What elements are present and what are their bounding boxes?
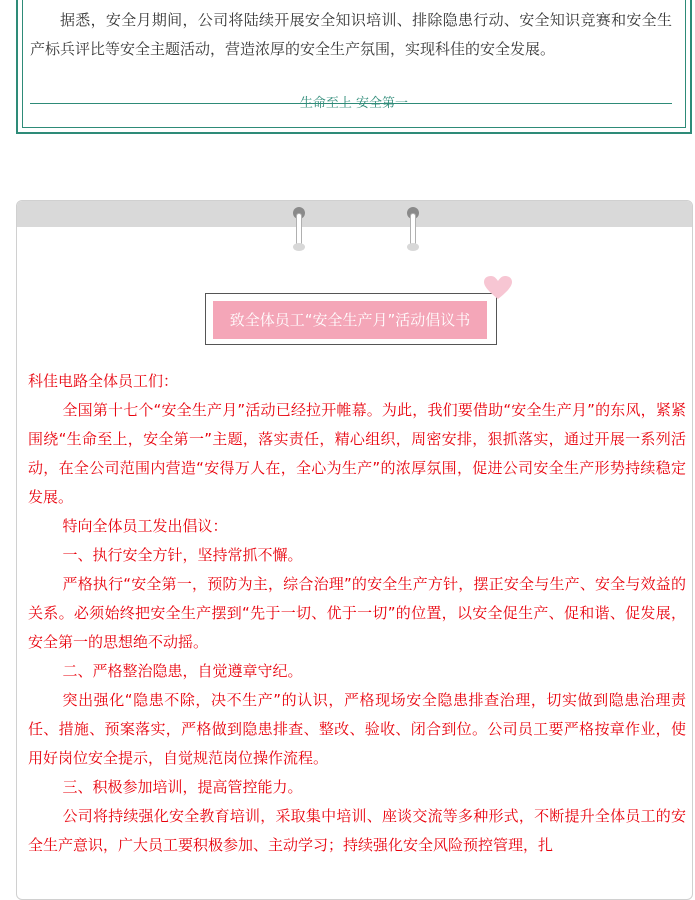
binder-ring-icon [407,207,419,249]
paragraph: 严格执行“安全第一，预防为主，综合治理”的安全生产方针，摆正安全与生产、安全与效益的关系。必须始终把安全生产摆到“先于一切、优于一切”的位置，以安全促生产、促和谐、促发展，安全第一的思想绝不动摇。 [28,575,686,651]
greeting: 科佳电路全体员工们： [28,372,179,390]
paragraph: 公司将持续强化安全教育培训，采取集中培训、座谈交流等多种形式，不断提升全体员工的安全生产意识，广大员工要积极参加、主动学习；持续强化安全风险预控管理，扎 [28,807,686,854]
section-heading: 三、积极参加培训，提高管控能力。 [62,778,303,796]
proposal-title: 致全体员工“安全生产月”活动倡议书 [213,301,487,339]
section-heading: 一、执行安全方针，坚持常抓不懈。 [62,546,303,564]
proposal-body [28,367,686,860]
binder-ring-icon [293,207,305,249]
paragraph: 全国第十七个“安全生产月”活动已经拉开帷幕。为此，我们要借助“安全生产月”的东风，紧紧围绕“生命至上，安全第一”主题，落实责任，精心组织，周密安排，狠抓落实，通过开展一系列活动，在全公司范围内营造“安得万人在，全心为生产”的浓厚氛围，促进公司安全生产形势持续稳定发展。 [28,401,686,506]
intro-box [16,0,692,134]
intro-paragraph: 据悉，安全月期间，公司将陆续开展安全知识培训、排除隐患行动、安全知识竞赛和安全生产标兵评比等安全主题活动，营造浓厚的安全生产氛围，实现科佳的安全发展。 [30,11,672,58]
motto-text: 生命至上 安全第一 [299,96,409,111]
paragraph: 特向全体员工发出倡议： [62,517,228,535]
proposal-card [16,200,693,900]
section-heading: 二、严格整治隐患，自觉遵章守纪。 [62,662,303,680]
paragraph: 突出强化“隐患不除，决不生产”的认识，严格现场安全隐患排查治理，切实做到隐患治理责任、措施、预案落实，严格做到隐患排查、整改、验收、闭合到位。公司员工要严格按章作业，使用好岗位安全提示，自觉规范岗位操作流程。 [28,691,686,767]
card-header-bar [17,201,692,227]
heart-icon [483,275,513,301]
